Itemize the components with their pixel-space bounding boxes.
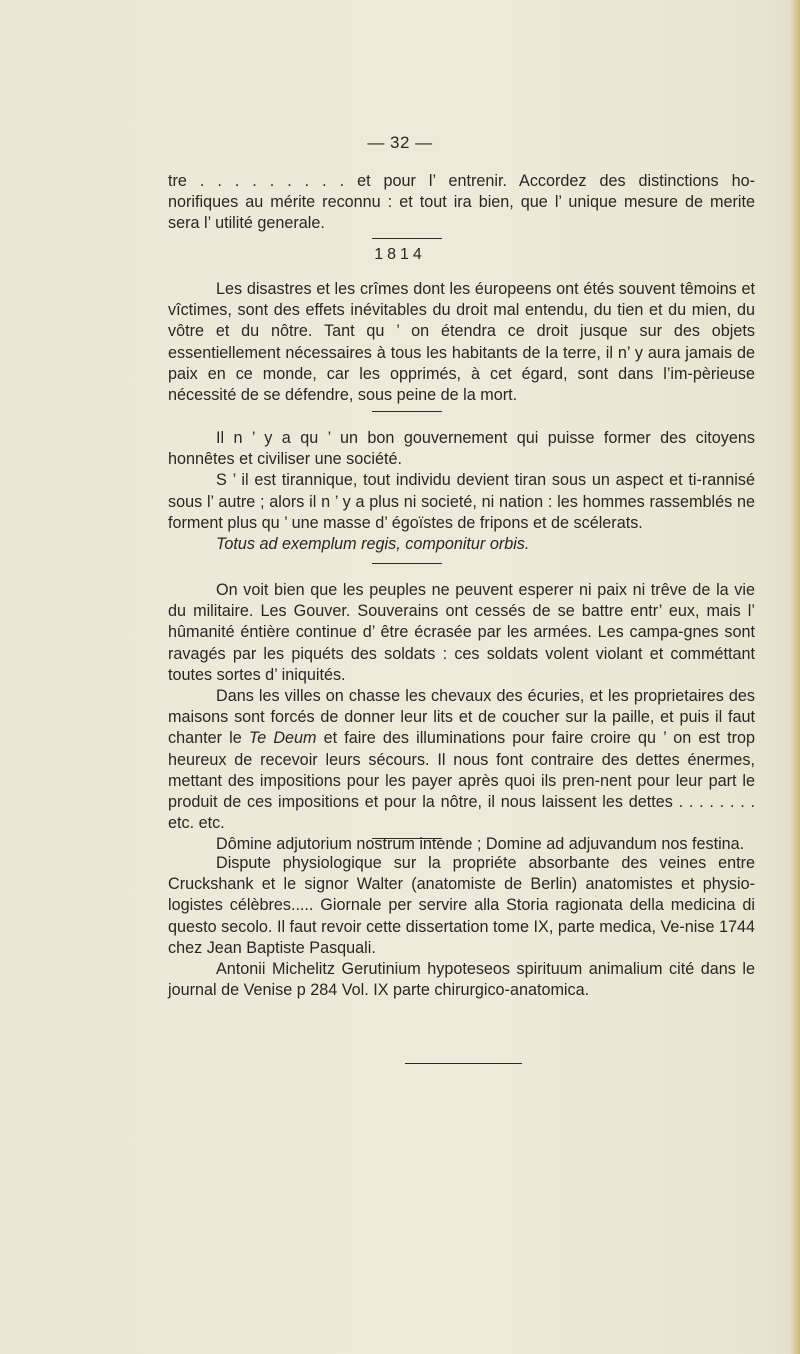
section-physiology bbox=[168, 853, 755, 1001]
end-rule bbox=[405, 1063, 522, 1064]
continuation-line-2: norifiques au mérite reconnu : et tout ira bien, que l’ unique mesure de merite bbox=[168, 193, 755, 212]
paragraph-michelitz: Antonii Michelitz Gerutinium hypoteseos spirituum animalium cité dans le journal de Venise p 284 Vol. IX parte chirurgico-anatomica. bbox=[168, 960, 755, 1000]
paragraph-domine: Dômine adjutorium nostrum intende ; Domine ad adjuvandum nos festina. bbox=[216, 835, 745, 854]
paragraph-government: Il n ’ y a qu ’ un bon gouvernement qui puisse former des citoyens honnêtes et civiliser une société. bbox=[168, 429, 755, 469]
page-edge bbox=[790, 0, 800, 1354]
section-divider-4 bbox=[372, 838, 442, 839]
continuation-line-3: sera l’ utilité generale. bbox=[168, 214, 325, 233]
section-divider-1 bbox=[372, 238, 442, 239]
section-military bbox=[168, 580, 755, 856]
year-heading: 1814 bbox=[374, 246, 426, 263]
paragraph-disasters: Les disastres et les crîmes dont les éuropeens ont étés souvent têmoins et vîctimes, sont des effets inévitables du droit mal entendu, du tien et du mien, du vôtre et du nôtre. Tant qu ’ on étendra ce droit jusque sur des objets essentiellement nécessaires à tous les habitants de la terre, il n’ y aura jamais de paix en ce monde, car les opprimés, à cet égard, sont dans l’im-pèrieuse nécessité de se défendre, sous peine de la mort. bbox=[168, 280, 755, 405]
paragraph-tyranny: S ’ il est tirannique, tout individu devient tiran sous un aspect et ti-rannisé sous l’ autre ; alors il n ’ y a plus ni societé, ni nation : les hommes rassemblés ne forment plus qu ’ une masse d’ égoïstes de fripons et de scélerats. bbox=[168, 471, 755, 532]
te-deum-italic: Te Deum bbox=[248, 729, 317, 748]
cities-text-after: et faire des illuminations pour faire croire qu ’ on est trop heureux de recevoir leurs sécours. Il nous font contraire des dettes énermes, mettant des impositions pour les payer après quoi ils pren-nent pour leur part le produit de ces impositions et pour la nôtre, il nous laissent les dettes . . . . . . . . etc. etc. bbox=[168, 729, 755, 833]
section-divider-3 bbox=[372, 563, 442, 564]
cities-text-before: Dans les villes on chasse les chevaux des écuries, et les proprietaires des maisons sont forcés de donner leur lits et de coucher sur la paille, et puis il faut chanter le bbox=[168, 687, 755, 748]
paragraph-military: On voit bien que les peuples ne peuvent esperer ni paix ni trêve de la vie du militaire. Les Gouver. Souverains ont cessés de se battre entr’ eux, mais l’ hûmanité éntière continue d’ être écrasée par les armées. Les campa-gnes sont ravagés par les piquéts des soldats : ces soldats volent violant et comméttant toutes sortes d’ iniquités. bbox=[168, 581, 755, 684]
paragraph-dispute: Dispute physiologique sur la propriéte absorbante des veines entre Cruckshank et le signor Walter (anatomiste de Berlin) anatomistes et physio-logistes célèbres..... Giornale per servire alla Storia ragionata della medicina di questo secolo. Il faut revoir cette dissertation tome IX, parte medica, Ve-nise 1744 chez Jean Baptiste Pasquali. bbox=[168, 854, 755, 957]
continuation-line-1: tre . . . . . . . . . et pour l’ entrenir. Accordez des distinctions ho- bbox=[168, 172, 755, 190]
page-number: — 32 — bbox=[367, 133, 433, 152]
section-disasters bbox=[168, 279, 755, 406]
section-continuation bbox=[168, 171, 755, 235]
section-government bbox=[168, 428, 755, 555]
section-divider-2 bbox=[372, 411, 442, 412]
paragraph-cities bbox=[168, 686, 755, 834]
latin-quote: Totus ad exemplum regis, componitur orbis. bbox=[216, 535, 530, 554]
